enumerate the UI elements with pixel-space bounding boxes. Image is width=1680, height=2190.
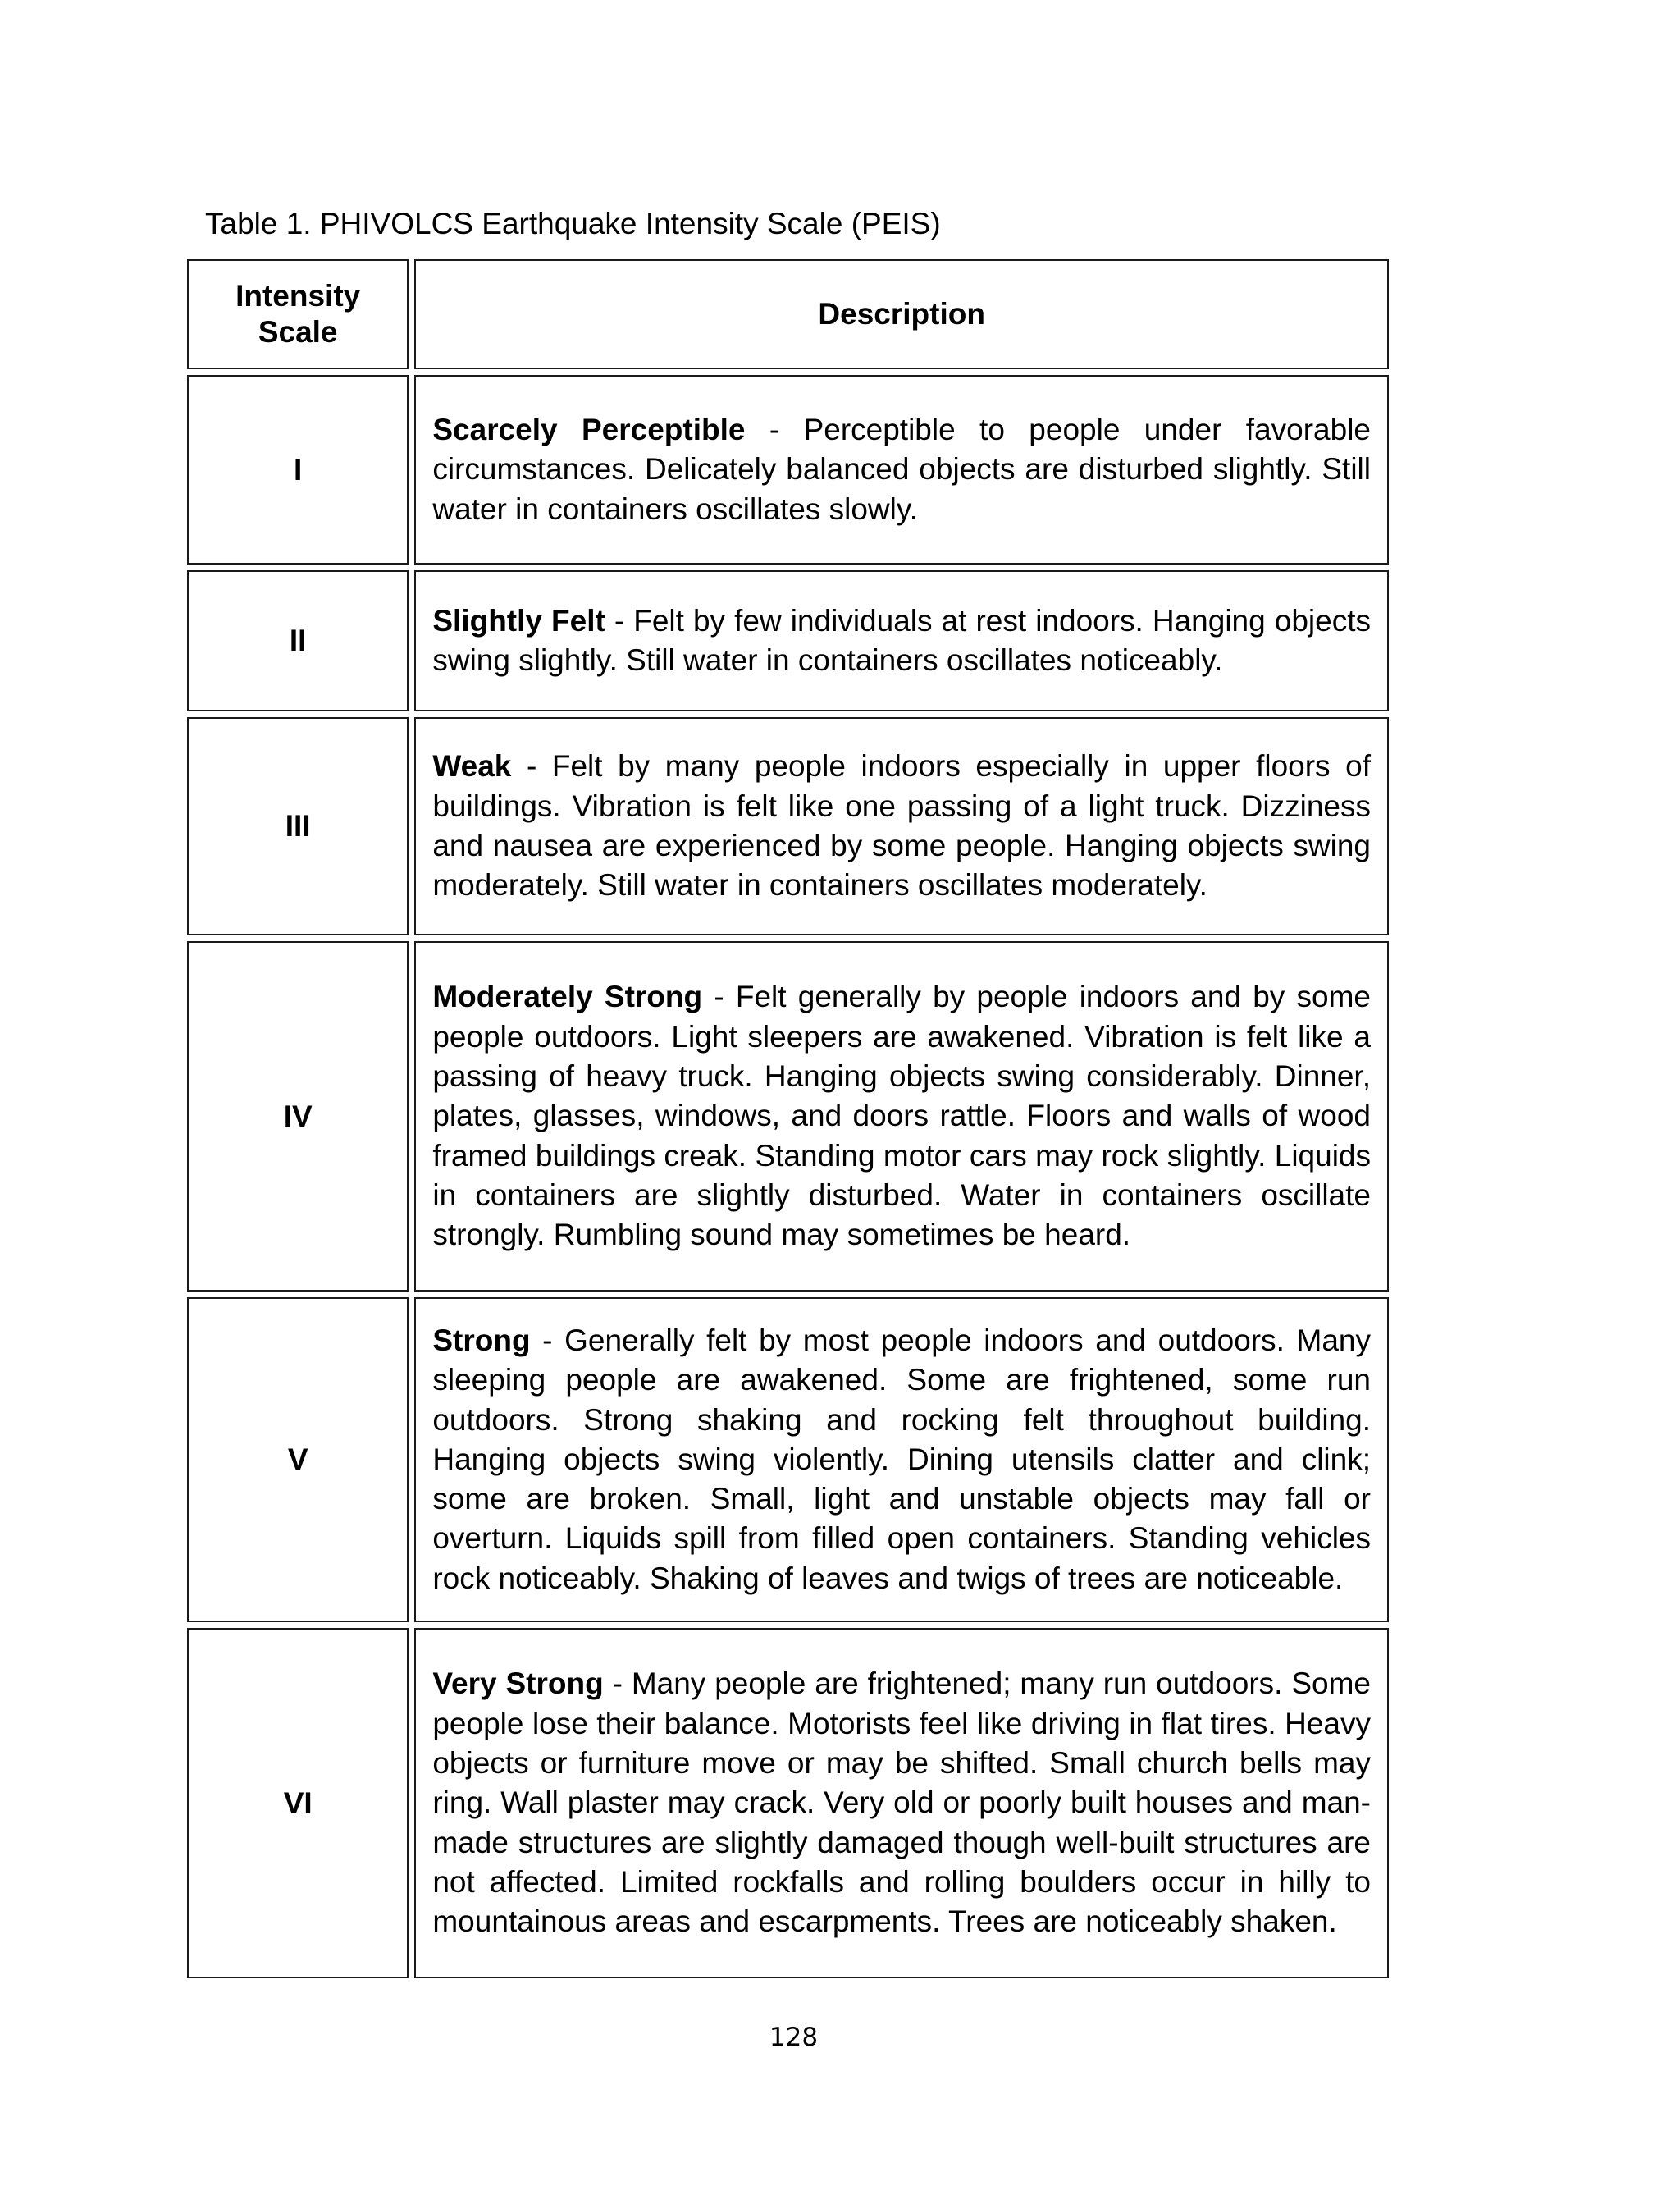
header-description: Description bbox=[414, 259, 1389, 369]
intensity-level: II bbox=[187, 570, 409, 711]
table-caption: Table 1. PHIVOLCS Earthquake Intensity Scale (PEIS) bbox=[205, 207, 941, 240]
intensity-term: Strong bbox=[432, 1323, 531, 1357]
description-text: Generally felt by most people indoors and outdoors. Many sleeping people are awakened. Some are frightened, some run outdoors. Strong shaking and rocking felt throughout building. Hanging objects swing violently. Dining utensils clatter and clink; some are broken. Small, light and unstable objects may fall or overturn. Liquids spill from filled open containers. Standing vehicles rock noticeably. Shaking of leaves and twigs of trees are noticeable. bbox=[432, 1323, 1371, 1595]
intensity-description bbox=[414, 941, 1389, 1292]
intensity-level: III bbox=[187, 717, 409, 935]
description-text: Felt generally by people indoors and by some people outdoors. Light sleepers are awakened. Vibration is felt like a passing of heavy truck. Hanging objects swing considerably. Dinner, plates, glasses, windows, and doors rattle. Floors and walls of wood framed buildings creak. Standing motor cars may rock slightly. Liquids in containers are slightly disturbed. Water in containers oscillate strongly. Rumbling sound may sometimes be heard. bbox=[432, 980, 1371, 1252]
intensity-description bbox=[414, 1297, 1389, 1622]
intensity-description bbox=[414, 717, 1389, 935]
table-row bbox=[187, 717, 1389, 935]
intensity-description bbox=[414, 1628, 1389, 1978]
term-separator: - bbox=[603, 1667, 632, 1701]
intensity-level: I bbox=[187, 375, 409, 565]
intensity-term: Very Strong bbox=[432, 1667, 604, 1701]
table-row bbox=[187, 1297, 1389, 1622]
table-row bbox=[187, 1628, 1389, 1978]
term-separator: - bbox=[530, 1323, 565, 1357]
intensity-term: Slightly Felt bbox=[432, 603, 605, 638]
term-separator: - bbox=[511, 749, 552, 784]
table-row bbox=[187, 570, 1389, 711]
intensity-scale-table bbox=[181, 254, 1395, 1984]
header-intensity-scale bbox=[187, 259, 409, 369]
intensity-level: VI bbox=[187, 1628, 409, 1978]
table-header-row bbox=[187, 259, 1389, 369]
intensity-description bbox=[414, 570, 1389, 711]
description-text: Perceptible to people under favorable circumstances. Delicately balanced objects are disturbed slightly. Still water in containers oscillates slowly. bbox=[432, 413, 1371, 526]
intensity-description bbox=[414, 375, 1389, 565]
term-separator: - bbox=[745, 413, 804, 447]
intensity-term: Moderately Strong bbox=[432, 980, 703, 1014]
page-number: 128 bbox=[769, 2023, 819, 2052]
intensity-level: V bbox=[187, 1297, 409, 1622]
description-text: Many people are frightened; many run outdoors. Some people lose their balance. Motorists feel like driving in flat tires. Heavy objects or furniture move or may be shifted. Small church bells may ring. Wall plaster may crack. Very old or poorly built houses and man-made structures are slightly damaged though well-built structures are not affected. Limited rockfalls and rolling boulders occur in hilly to mountainous areas and escarpments. Trees are noticeably shaken. bbox=[432, 1667, 1371, 1939]
intensity-term: Weak bbox=[432, 749, 512, 784]
header-intensity-scale-label: Intensity Scale bbox=[235, 279, 361, 349]
intensity-term: Scarcely Perceptible bbox=[432, 413, 746, 447]
table-row bbox=[187, 941, 1389, 1292]
table-row bbox=[187, 375, 1389, 565]
description-text: Felt by many people indoors especially in upper floors of buildings. Vibration is felt like one passing of a light truck. Dizziness and nausea are experienced by some people. Hanging objects swing moderately. Still water in containers oscillates moderately. bbox=[432, 749, 1371, 903]
term-separator: - bbox=[605, 603, 634, 638]
intensity-level: IV bbox=[187, 941, 409, 1292]
description-text: Felt by few individuals at rest indoors. Hanging objects swing slightly. Still water in containers oscillates noticeably. bbox=[432, 603, 1371, 677]
term-separator: - bbox=[702, 980, 736, 1014]
